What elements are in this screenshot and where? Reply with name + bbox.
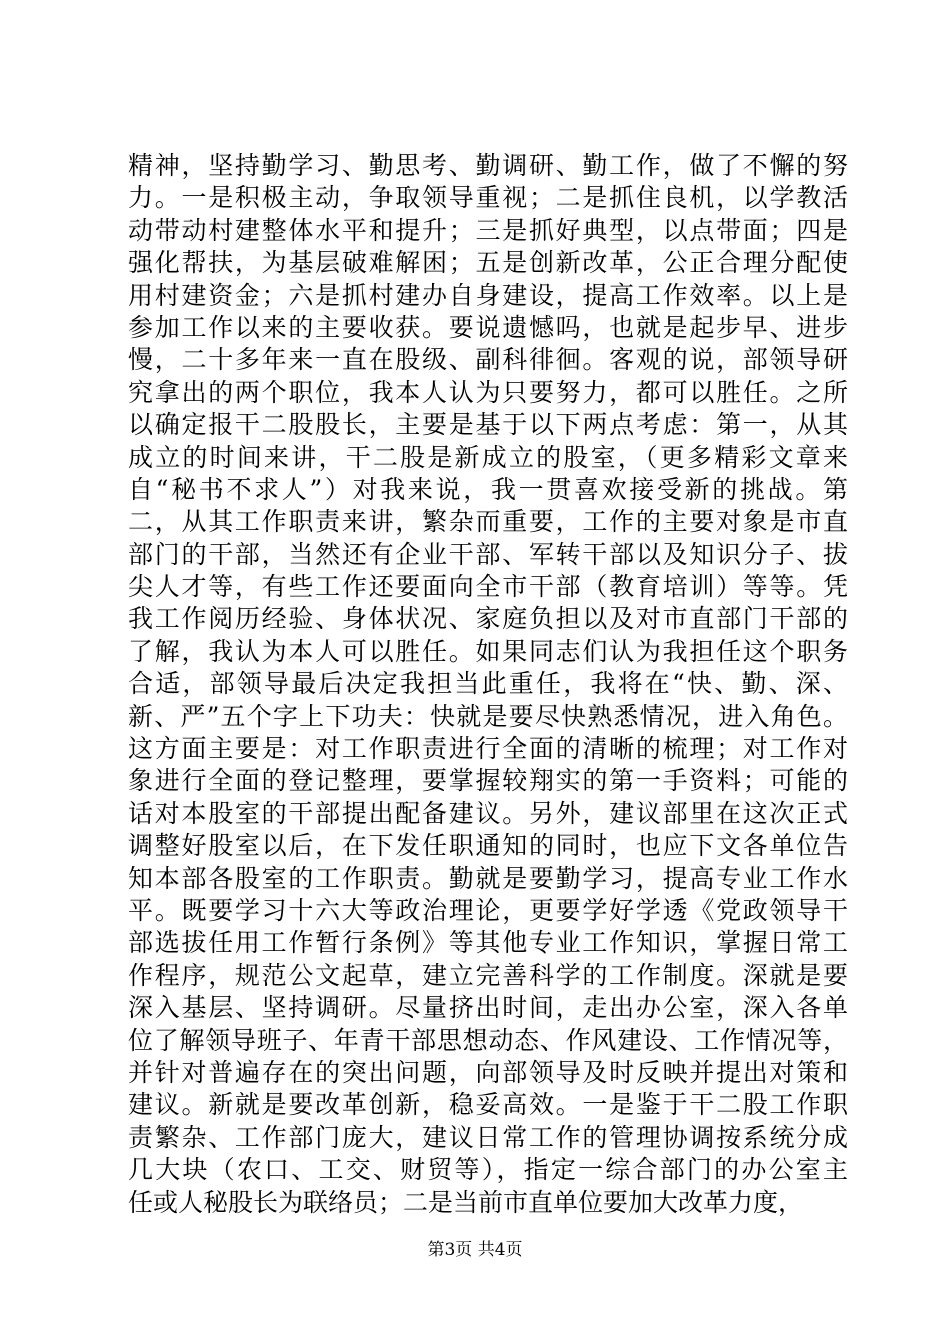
text-line: 这方面主要是：对工作职责进行全面的清晰的梳理；对工作对: [128, 734, 848, 764]
text-line: 动带动村建整体水平和提升；三是抓好典型，以点带面；四是: [128, 215, 848, 245]
text-line: 精神，坚持勤学习、勤思考、勤调研、勤工作，做了不懈的努: [128, 151, 848, 180]
text-line: 尖人才等，有些工作还要面向全市干部（教育培训）等等。凭: [128, 572, 848, 602]
text-line: 位了解领导班子、年青干部思想动态、作风建设、工作情况等，: [128, 1025, 848, 1055]
text-line: 并针对普遍存在的突出问题，向部领导及时反映并提出对策和: [128, 1057, 848, 1087]
text-line: 新、严”五个字上下功夫：快就是要尽快熟悉情况，进入角色。: [128, 701, 848, 731]
text-line: 知本部各股室的工作职责。勤就是要勤学习，提高专业工作水: [128, 863, 848, 893]
text-line: 话对本股室的干部提出配备建议。另外，建议部里在这次正式: [128, 798, 848, 828]
text-line: 深入基层、坚持调研。尽量挤出时间，走出办公室，深入各单: [128, 993, 848, 1023]
text-line: 象进行全面的登记整理，要掌握较翔实的第一手资料；可能的: [128, 766, 848, 796]
text-line: 参加工作以来的主要收获。要说遗憾吗，也就是起步早、进步: [128, 312, 848, 342]
document-body: [128, 150, 848, 1219]
text-line: 成立的时间来讲，干二股是新成立的股室，（更多精彩文章来: [128, 442, 848, 472]
text-line: 慢，二十多年来一直在股级、副科徘徊。客观的说，部领导研: [128, 345, 848, 375]
text-line: 用村建资金；六是抓村建办自身建设，提高工作效率。以上是: [128, 280, 848, 310]
text-line: 自“秘书不求人”）对我来说，我一贯喜欢接受新的挑战。第: [128, 474, 848, 504]
text-line: 部选拔任用工作暂行条例》等其他专业工作知识，掌握日常工: [128, 928, 848, 958]
text-line: 平。既要学习十六大等政治理论，更要学好学透《党政领导干: [128, 895, 848, 925]
text-line: 二，从其工作职责来讲，繁杂而重要，工作的主要对象是市直: [128, 507, 848, 537]
text-line: 任或人秘股长为联络员；二是当前市直单位要加大改革力度，: [128, 1187, 804, 1217]
text-line: 合适，部领导最后决定我担当此重任，我将在“快、勤、深、: [128, 669, 848, 699]
text-line: 调整好股室以后，在下发任职通知的同时，也应下文各单位告: [128, 831, 848, 861]
text-line: 部门的干部，当然还有企业干部、军转干部以及知识分子、拔: [128, 539, 848, 569]
text-line: 责繁杂、工作部门庞大，建议日常工作的管理协调按系统分成: [128, 1122, 848, 1152]
page-number-footer: 第3页 共4页: [427, 1240, 523, 1260]
text-line: 建议。新就是要改革创新，稳妥高效。一是鉴于干二股工作职: [128, 1090, 848, 1120]
text-line: 了解，我认为本人可以胜任。如果同志们认为我担任这个职务: [128, 636, 848, 666]
text-line: 我工作阅历经验、身体状况、家庭负担以及对市直部门干部的: [128, 604, 848, 634]
text-line: 究拿出的两个职位，我本人认为只要努力，都可以胜任。之所: [128, 377, 848, 407]
text-line: 力。一是积极主动，争取领导重视；二是抓住良机，以学教活: [128, 183, 848, 213]
text-line: 几大块（农口、工交、财贸等），指定一综合部门的办公室主: [128, 1155, 848, 1185]
text-line: 以确定报干二股股长，主要是基于以下两点考虑：第一，从其: [128, 410, 848, 440]
text-line: 作程序，规范公文起草，建立完善科学的工作制度。深就是要: [128, 960, 848, 990]
text-line: 强化帮扶，为基层破难解困；五是创新改革，公正合理分配使: [128, 248, 848, 278]
